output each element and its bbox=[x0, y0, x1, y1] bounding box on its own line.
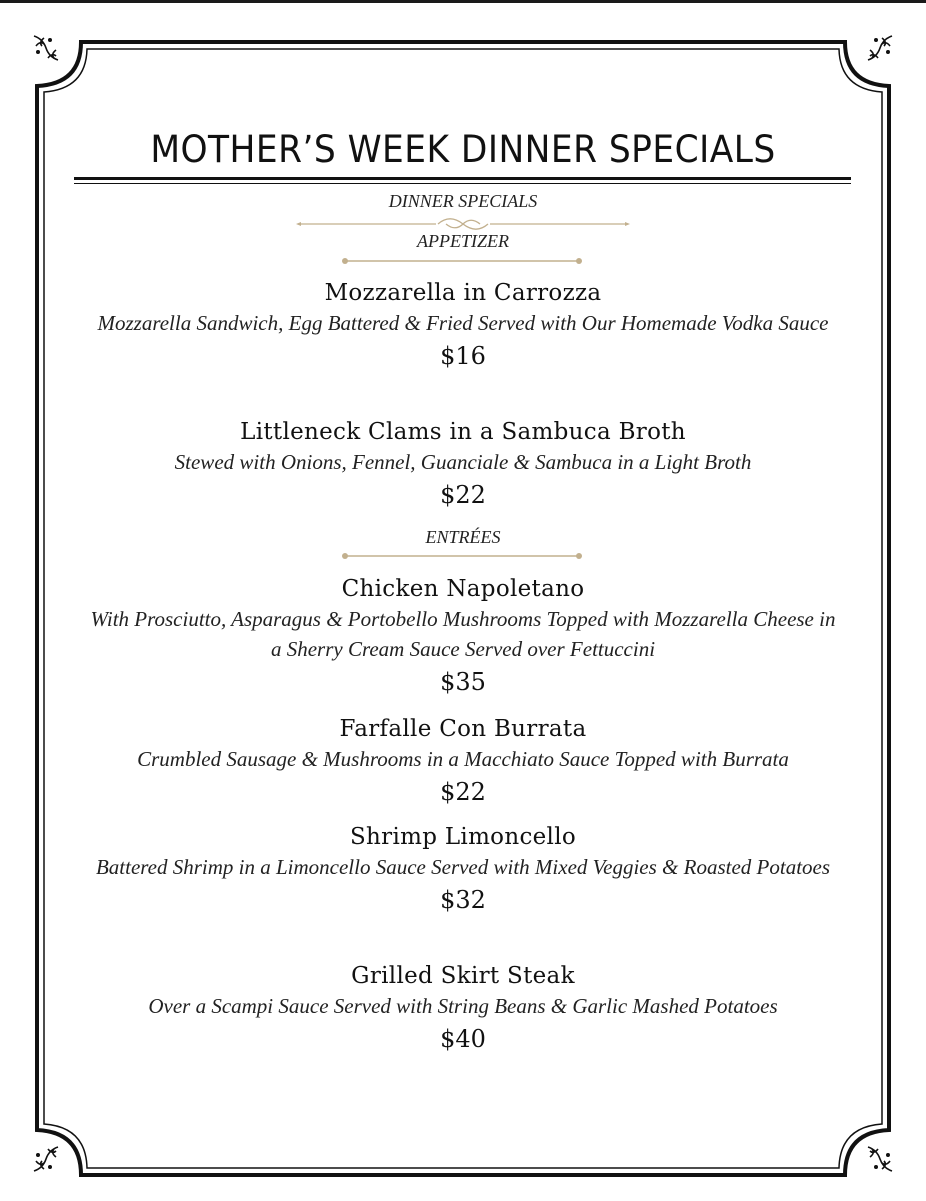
dot-line-divider-icon bbox=[340, 256, 584, 266]
title-rule-thin bbox=[74, 183, 851, 184]
entrees-heading: ENTRÉES bbox=[425, 527, 501, 547]
item-description: Battered Shrimp in a Limoncello Sauce Served with Mixed Veggies & Roasted Potatoes bbox=[95, 855, 831, 879]
item-description: Over a Scampi Sauce Served with String Beans & Garlic Mashed Potatoes bbox=[148, 994, 778, 1018]
item-price: $32 bbox=[440, 886, 486, 914]
menu-item bbox=[90, 822, 836, 917]
menu-item bbox=[90, 417, 836, 512]
item-name: Littleneck Clams in a Sambuca Broth bbox=[240, 419, 686, 445]
item-description: Stewed with Onions, Fennel, Guanciale & Sambuca in a Light Broth bbox=[174, 450, 752, 474]
item-name: Chicken Napoletano bbox=[341, 576, 585, 602]
item-price: $35 bbox=[440, 668, 486, 696]
menu-item bbox=[90, 574, 836, 699]
appetizer-heading: APPETIZER bbox=[417, 231, 509, 251]
menu-item bbox=[90, 961, 836, 1056]
menu-item bbox=[90, 278, 836, 373]
item-price: $22 bbox=[440, 481, 486, 509]
item-price: $22 bbox=[440, 778, 486, 806]
item-description: Crumbled Sausage & Mushrooms in a Macchiato Sauce Topped with Burrata bbox=[137, 747, 789, 771]
menu-item bbox=[90, 714, 836, 809]
item-name: Mozzarella in Carrozza bbox=[324, 280, 602, 306]
item-description: Mozzarella Sandwich, Egg Battered & Fried Served with Our Homemade Vodka Sauce bbox=[97, 311, 829, 335]
item-name: Shrimp Limoncello bbox=[349, 824, 576, 850]
item-price: $16 bbox=[440, 342, 486, 370]
dot-line-divider-icon bbox=[340, 551, 584, 561]
item-description: With Prosciutto, Asparagus & Portobello Mushrooms Topped with Mozzarella Cheese in a Sherry Cream Sauce Served over Fettuccini bbox=[90, 607, 836, 661]
item-price: $40 bbox=[440, 1025, 486, 1053]
item-name: Farfalle Con Burrata bbox=[339, 716, 587, 742]
page-title: MOTHER’S WEEK DINNER SPECIALS bbox=[150, 128, 776, 171]
scroll-divider-icon bbox=[296, 217, 630, 231]
subtitle: DINNER SPECIALS bbox=[388, 191, 538, 211]
title-rule-thick bbox=[74, 177, 851, 180]
item-name: Grilled Skirt Steak bbox=[351, 963, 575, 989]
